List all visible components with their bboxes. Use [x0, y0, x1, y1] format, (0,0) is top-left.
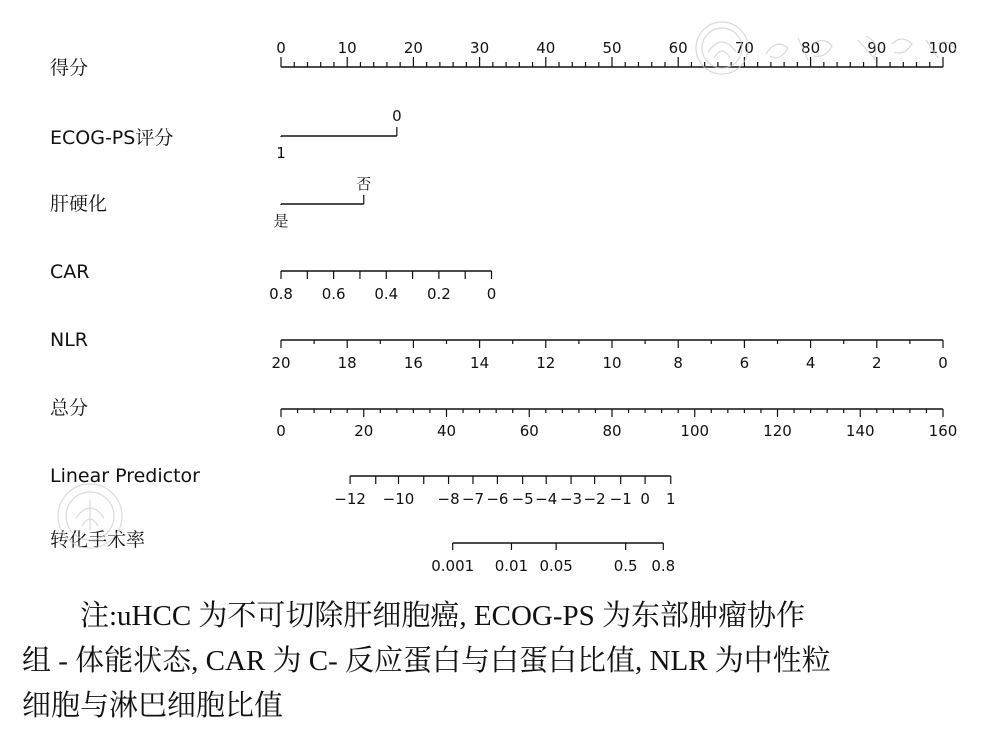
tick-label-total: 80 [602, 422, 622, 440]
tick-label-nlr: 20 [271, 354, 291, 372]
tick-label-points: 50 [602, 39, 622, 57]
figure-note [22, 594, 992, 729]
row-label-car: CAR [50, 261, 90, 283]
row-label-points: 得分 [50, 57, 89, 79]
tick-label-points: 30 [470, 39, 490, 57]
tick-label-points: 40 [536, 39, 556, 57]
tick-label-nlr: 16 [403, 354, 423, 372]
tick-label-total: 0 [276, 422, 286, 440]
tick-label-nlr: 18 [337, 354, 357, 372]
tick-label-nlr: 4 [805, 354, 816, 372]
tick-label-points: 20 [403, 39, 423, 57]
tick-label-lp: −12 [334, 490, 366, 508]
tick-label-total: 140 [845, 422, 875, 440]
note-line-1: 注:uHCC 为不可切除肝细胞癌, ECOG-PS 为东部肿瘤协作 [80, 600, 806, 632]
tick-label-nlr: 0 [938, 354, 948, 372]
tick-label-car: 0.4 [374, 285, 399, 303]
row-label-cirrhosis: 肝硬化 [50, 193, 108, 215]
axis-nlr [271, 340, 947, 372]
axis-car [269, 271, 496, 303]
category-label-cirrhosis: 否 [356, 175, 372, 193]
tick-label-points: 90 [867, 39, 887, 57]
tick-label-lp: −5 [511, 490, 534, 508]
tick-label-points: 10 [337, 39, 357, 57]
tick-label-nlr: 8 [673, 354, 683, 372]
tick-label-nlr: 12 [536, 354, 556, 372]
tick-label-car: 0.8 [269, 285, 293, 303]
tick-label-prob: 0.05 [539, 557, 573, 575]
tick-label-lp: −1 [609, 490, 632, 508]
axis-cirrhosis [273, 175, 371, 230]
tick-label-lp: −4 [535, 490, 558, 508]
note-line-2: 组 - 体能状态, CAR 为 C- 反应蛋白与白蛋白比值, NLR 为中性粒 [22, 645, 831, 677]
tick-label-lp: −10 [382, 490, 415, 508]
tick-label-lp: −7 [461, 490, 485, 508]
row-labels [50, 57, 200, 551]
category-label-cirrhosis: 是 [273, 212, 289, 230]
tick-label-prob: 0.01 [494, 557, 529, 575]
tick-label-total: 100 [680, 422, 710, 440]
tick-label-points: 70 [734, 39, 754, 57]
row-label-ecog: ECOG-PS评分 [50, 127, 174, 149]
tick-label-nlr: 6 [739, 354, 750, 372]
note-line-3: 细胞与淋巴细胞比值 [22, 690, 284, 722]
tick-label-prob: 0.001 [431, 557, 475, 575]
row-axes [269, 39, 957, 575]
tick-label-lp: 0 [640, 490, 650, 508]
tick-label-total: 120 [763, 422, 792, 440]
row-label-total: 总分 [50, 397, 89, 419]
tick-label-nlr: 10 [602, 354, 622, 372]
tick-label-prob: 0.8 [651, 557, 676, 575]
tick-label-points: 80 [801, 39, 821, 57]
tick-label-lp: −2 [583, 490, 606, 508]
row-label-nlr: NLR [50, 329, 88, 351]
axis-lp [334, 476, 675, 508]
category-label-ecog: 1 [276, 144, 286, 162]
tick-label-lp: −8 [437, 490, 460, 508]
row-label-prob: 转化手术率 [50, 529, 146, 551]
tick-label-prob: 0.5 [613, 557, 638, 575]
tick-label-car: 0.2 [426, 285, 451, 303]
tick-label-lp: −3 [559, 490, 583, 508]
category-label-ecog: 0 [392, 107, 402, 125]
tick-label-points: 100 [928, 39, 958, 57]
axis-points [276, 39, 957, 67]
tick-label-total: 20 [354, 422, 374, 440]
axis-total [276, 409, 957, 440]
tick-label-nlr: 2 [872, 354, 882, 372]
tick-label-lp: 1 [665, 490, 676, 508]
tick-label-total: 40 [436, 422, 457, 440]
tick-label-total: 60 [519, 422, 539, 440]
tick-label-points: 0 [276, 39, 286, 57]
tick-label-points: 60 [668, 39, 688, 57]
tick-label-car: 0 [486, 285, 497, 303]
axis-prob [431, 543, 675, 575]
tick-label-total: 160 [928, 422, 958, 440]
tick-label-nlr: 14 [470, 354, 490, 372]
tick-label-car: 0.6 [321, 285, 346, 303]
axis-ecog [276, 107, 401, 162]
tick-label-lp: −6 [486, 490, 509, 508]
row-label-lp: Linear Predictor [50, 465, 200, 487]
